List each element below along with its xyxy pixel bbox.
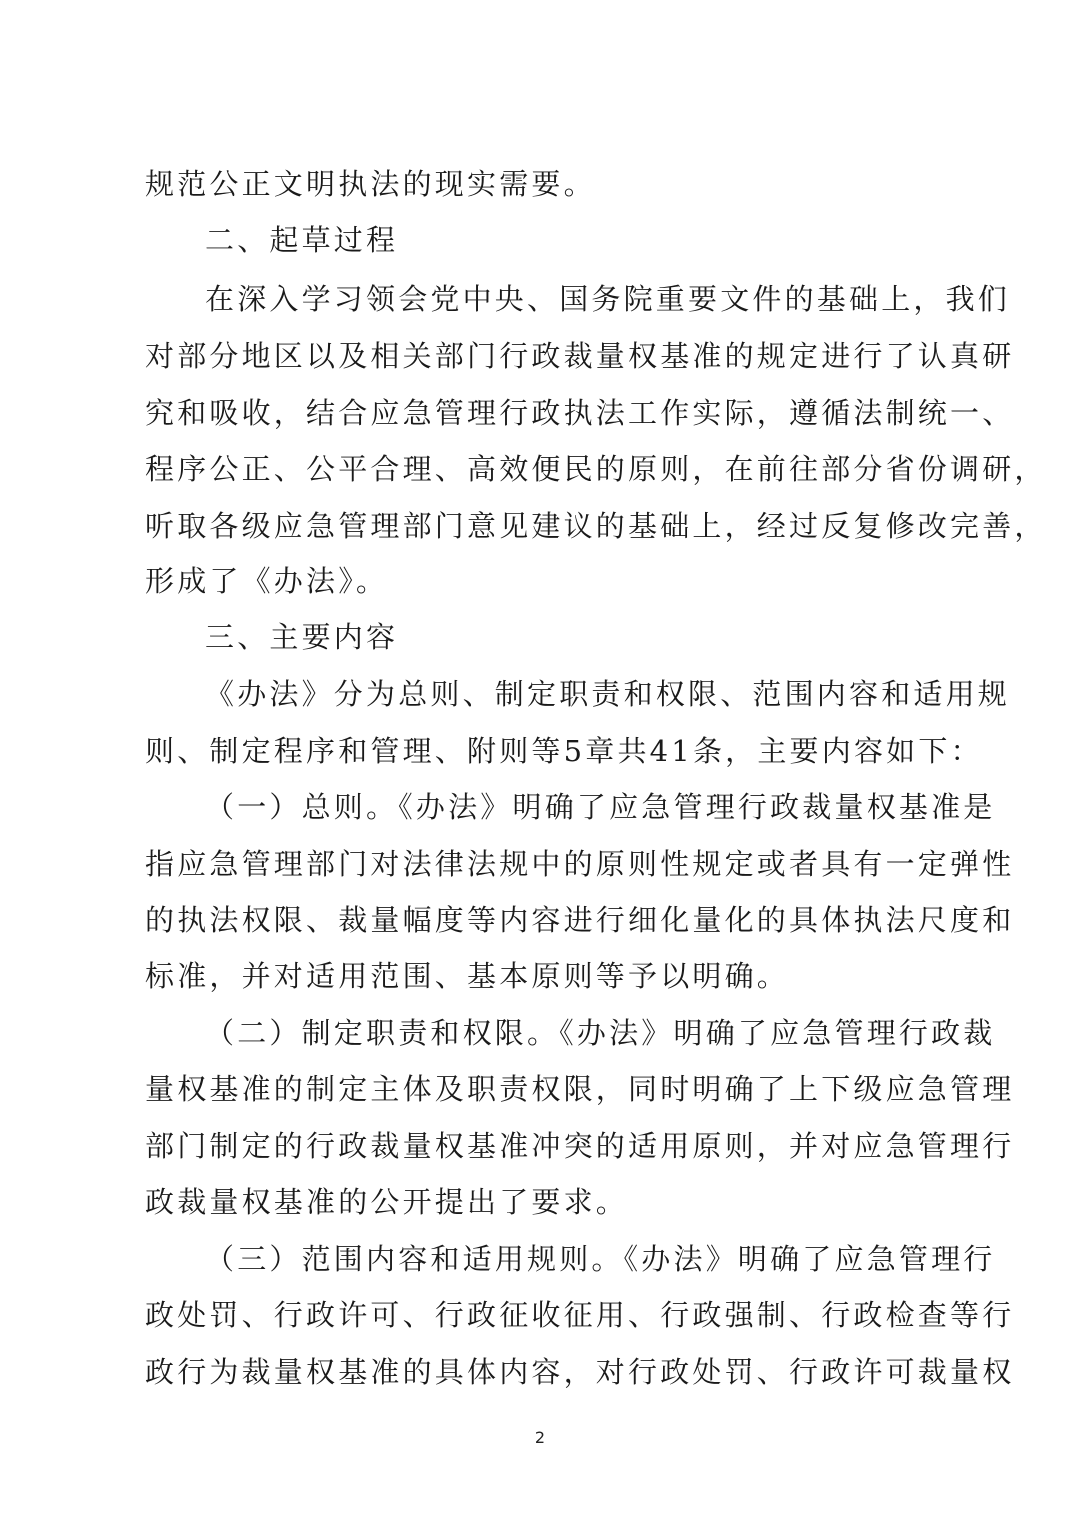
- section-heading: 三、主要内容: [205, 620, 399, 654]
- text-line: （二）制定职责和权限。《办法》明确了应急管理行政裁: [205, 1016, 996, 1050]
- text-line: 听取各级应急管理部门意见建议的基础上，经过反复修改完善，: [145, 509, 1047, 543]
- text-line: 部门制定的行政裁量权基准冲突的适用原则，并对应急管理行: [145, 1129, 1015, 1163]
- text-line: 程序公正、公平合理、高效便民的原则，在前往部分省份调研，: [145, 452, 1047, 486]
- text-line: 究和吸收，结合应急管理行政执法工作实际，遵循法制统一、: [145, 396, 1015, 430]
- text-line: 在深入学习领会党中央、国务院重要文件的基础上，我们: [205, 282, 1011, 316]
- text-line: 政裁量权基准的公开提出了要求。: [145, 1185, 629, 1219]
- text-line: 则、制定程序和管理、附则等5章共41条，主要内容如下：: [145, 734, 983, 768]
- text-line: 政处罚、行政许可、行政征收征用、行政强制、行政检查等行: [145, 1298, 1015, 1332]
- section-heading: 二、起草过程: [205, 223, 399, 257]
- text-line: （一）总则。《办法》明确了应急管理行政裁量权基准是: [205, 790, 996, 824]
- text-line: （三）范围内容和适用规则。《办法》明确了应急管理行: [205, 1242, 996, 1276]
- text-line: 形成了《办法》。: [145, 564, 389, 598]
- text-line: 政行为裁量权基准的具体内容，对行政处罚、行政许可裁量权: [145, 1355, 1015, 1389]
- text-line: 规范公正文明执法的现实需要。: [145, 167, 596, 201]
- text-line: 《办法》分为总则、制定职责和权限、范围内容和适用规: [205, 677, 1011, 711]
- text-line: 量权基准的制定主体及职责权限，同时明确了上下级应急管理: [145, 1072, 1015, 1106]
- text-line: 指应急管理部门对法律法规中的原则性规定或者具有一定弹性: [145, 847, 1015, 881]
- text-line: 对部分地区以及相关部门行政裁量权基准的规定进行了认真研: [145, 339, 1015, 373]
- text-line: 的执法权限、裁量幅度等内容进行细化量化的具体执法尺度和: [145, 903, 1015, 937]
- page-number: 2: [534, 1428, 546, 1447]
- text-line: 标准，并对适用范围、基本原则等予以明确。: [145, 959, 790, 993]
